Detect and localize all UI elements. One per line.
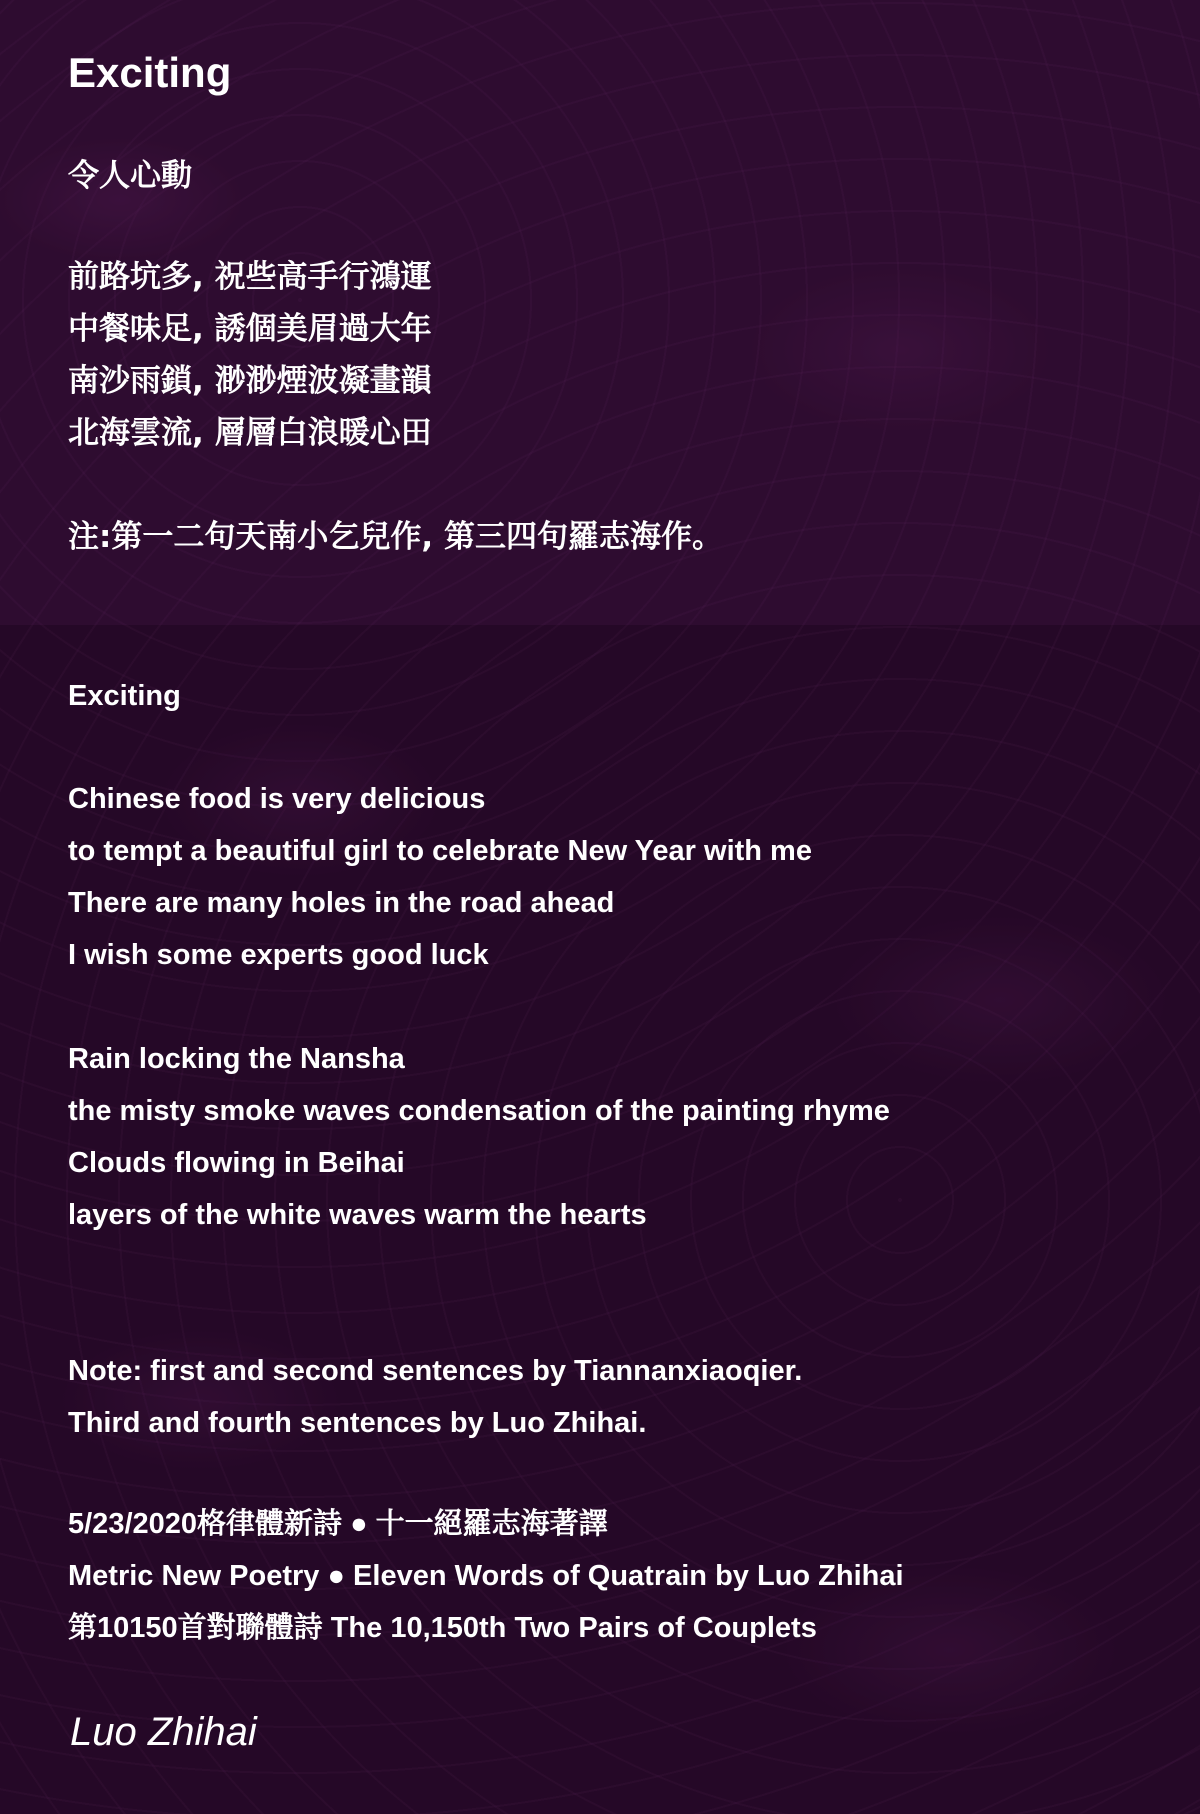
english-line: layers of the white waves warm the hearts xyxy=(68,1199,647,1231)
chinese-subtitle xyxy=(68,150,192,202)
english-line: I wish some experts good luck xyxy=(68,939,489,971)
english-line: There are many holes in the road ahead xyxy=(68,887,615,919)
chinese-note xyxy=(68,511,723,563)
chinese-line: 北海雲流, 層層白浪暖心田 xyxy=(68,415,432,451)
poem-title: Exciting xyxy=(68,49,232,96)
chinese-line: 前路坑多, 祝些高手行鴻運 xyxy=(68,259,432,295)
chinese-poem xyxy=(68,251,432,459)
english-title xyxy=(68,670,181,722)
english-note-line: Note: first and second sentences by Tiannanxiaoqier. xyxy=(68,1355,803,1387)
english-title-text: Exciting xyxy=(68,680,181,712)
english-stanza-1 xyxy=(68,773,812,981)
poem-meta xyxy=(68,1498,904,1654)
poem-meta-line: Metric New Poetry ● Eleven Words of Quatrain by Luo Zhihai xyxy=(68,1560,904,1592)
english-note-line: Third and fourth sentences by Luo Zhihai. xyxy=(68,1407,647,1439)
author-signature: Luo Zhihai xyxy=(70,1710,257,1754)
chinese-line: 中餐味足, 誘個美眉過大年 xyxy=(68,311,432,347)
poem-meta-line: 5/23/2020格律體新詩 ● 十一絕羅志海著譯 xyxy=(68,1508,608,1540)
english-stanza-2 xyxy=(68,1033,890,1241)
english-line: to tempt a beautiful girl to celebrate New Year with me xyxy=(68,835,812,867)
english-line: Chinese food is very delicious xyxy=(68,783,486,815)
chinese-line: 南沙雨鎖, 渺渺煙波凝畫韻 xyxy=(68,363,432,399)
chinese-subtitle-text: 令人心動 xyxy=(68,158,192,194)
chinese-note-text: 注:第一二句天南小乞兒作, 第三四句羅志海作。 xyxy=(68,519,723,555)
english-line: the misty smoke waves condensation of the painting rhyme xyxy=(68,1095,890,1127)
poem-meta-line: 第10150首對聯體詩 The 10,150th Two Pairs of Couplets xyxy=(68,1612,817,1644)
english-note xyxy=(68,1345,802,1449)
english-line: Clouds flowing in Beihai xyxy=(68,1147,405,1179)
english-line: Rain locking the Nansha xyxy=(68,1043,405,1075)
